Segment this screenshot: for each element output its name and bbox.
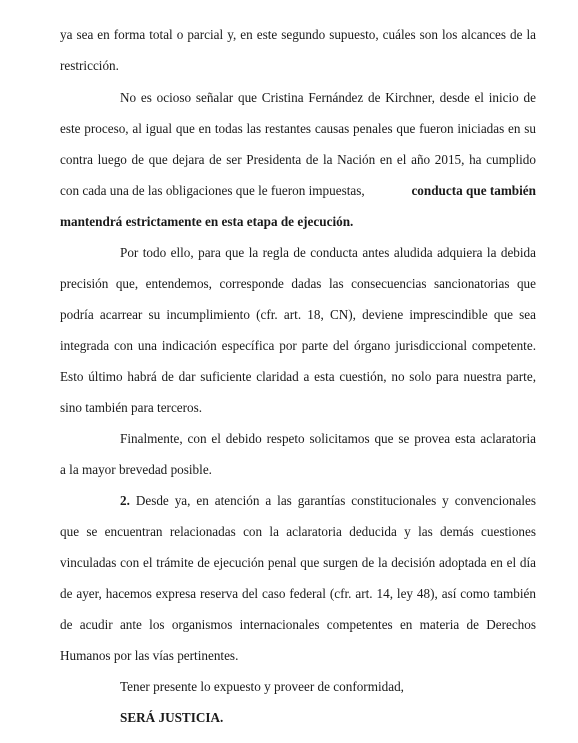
paragraph-line: que se encuentran relacionadas con la aclaratoria deducida y las demás cuestiones [60,524,536,539]
paragraph-line: a la mayor brevedad posible. [60,462,212,477]
paragraph-line: de acudir ante los organismos internacionales competentes en materia de Derechos [60,617,536,632]
paragraph-line: de ayer, hacemos expresa reserva del caso federal (cfr. art. 14, ley 48), así como también [60,586,536,601]
paragraph-line: Esto último habrá de dar suficiente claridad a esta cuestión, no solo para nuestra parte, [60,369,536,384]
paragraph-line: Humanos por las vías pertinentes. [60,648,239,663]
paragraph-line: ya sea en forma total o parcial y, en este segundo supuesto, cuáles son los alcances de la [60,27,536,42]
paragraph-line: vinculadas con el trámite de ejecución penal que surgen de la decisión adoptada en el día [60,555,536,570]
paragraph-line: No es ocioso señalar que Cristina Fernández de Kirchner, desde el inicio de [120,90,536,105]
emphasis-text: conducta que también [411,183,536,198]
paragraph-line: Por todo ello, para que la regla de conducta antes aludida adquiera la debida [120,245,536,260]
paragraph-line: sino también para terceros. [60,400,203,415]
section-number: 2. [120,493,130,508]
paragraph-line: integrada con una indicación específica por parte del órgano jurisdiccional competente. [60,338,536,353]
paragraph-line: restricción. [60,58,119,73]
paragraph-text: Desde ya, en atención a las garantías constitucionales y convencionales [129,493,536,508]
closing-line: Tener presente lo expuesto y proveer de conformidad, [120,679,404,694]
paragraph-line [120,493,536,509]
paragraph-line: este proceso, al igual que en todas las restantes causas penales que fueron iniciadas en su [60,121,536,136]
paragraph-line: contra luego de que dejara de ser Presidenta de la Nación en el año 2015, ha cumplido [60,152,536,167]
closing-signature: SERÁ JUSTICIA. [120,710,224,725]
emphasis-text: mantendrá estrictamente en esta etapa de ejecución. [60,214,354,229]
paragraph-text: con cada una de las obligaciones que le fueron impuestas, [60,183,368,198]
paragraph-line: Finalmente, con el debido respeto solicitamos que se provea esta aclaratoria [120,431,536,446]
paragraph-line: podría acarrear su incumplimiento (cfr. art. 18, CN), deviene imprescindible que sea [60,307,536,322]
paragraph-line [60,183,536,199]
paragraph-line: precisión que, entendemos, corresponde dadas las consecuencias sancionatorias que [60,276,536,291]
